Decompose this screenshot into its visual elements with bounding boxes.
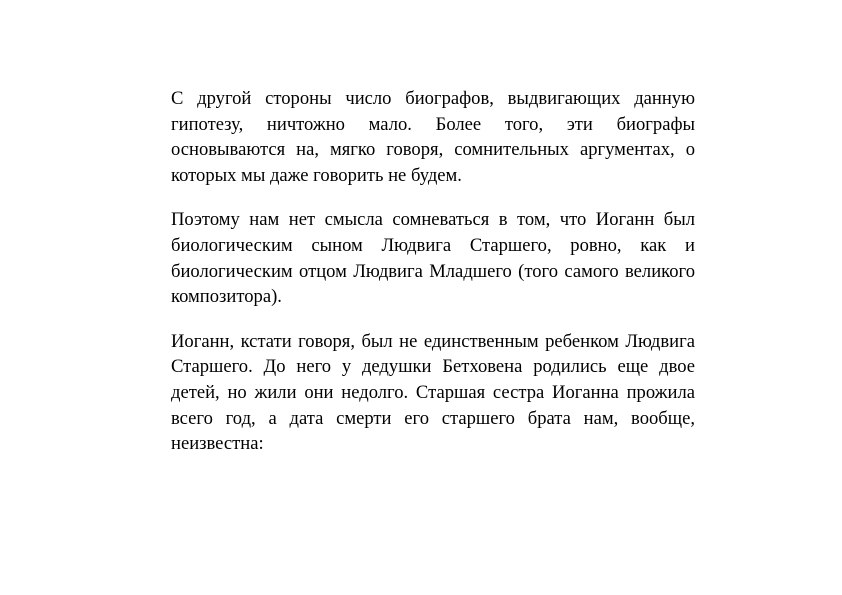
paragraph-3: Иоганн, кстати говоря, был не единственным ребенком Людвига Старшего. До него у дедушки Бетховена родились еще двое детей, но жили они недолго. Старшая сестра Иоганна прожила всего год, а дата смерти его старшего брата нам, вообще, неизвестна: [171,330,695,455]
paragraph-2: Поэтому нам нет смысла сомневаться в том, что Иоганн был биологическим сыном Людвига Старшего, ровно, как и биологическим отцом Людвига Младшего (того самого великого композитора). [171,209,695,308]
text-body [171,86,695,476]
paragraph-1: С другой стороны число биографов, выдвигающих данную гипотезу, ничтожно мало. Более того, эти биографы основываются на, мягко говоря, сомнительных аргументах, о которых мы даже говорить не будем. [171,88,695,186]
